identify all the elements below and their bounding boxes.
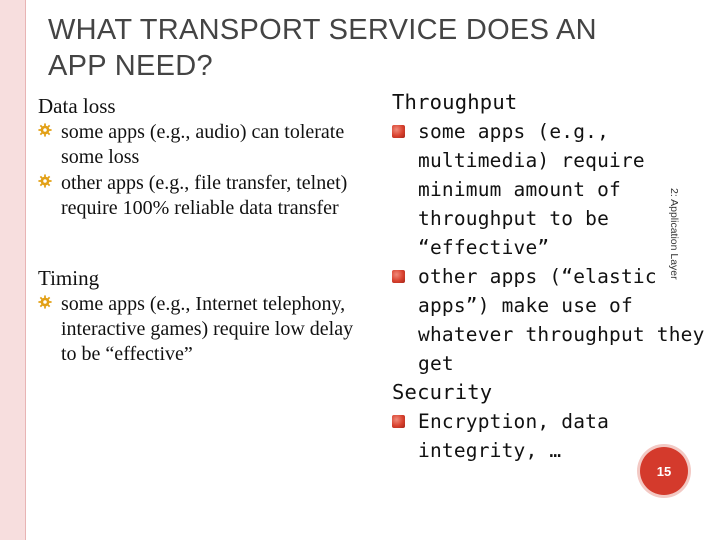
timing-heading: Timing — [38, 266, 100, 290]
square-bullet-icon — [392, 270, 405, 283]
data-loss-heading: Data loss — [38, 94, 116, 118]
timing-item-1: some apps (e.g., Internet telephony, interactive games) require low delay to be “effective” — [61, 293, 354, 365]
left-border-strip — [0, 0, 25, 540]
title-line-1: WHAT TRANSPORT SERVICE DOES AN — [48, 14, 597, 46]
gear-icon — [38, 123, 52, 137]
left-column — [38, 92, 358, 368]
square-bullet-icon — [392, 415, 405, 428]
page-number-badge: 15 — [640, 447, 688, 495]
data-loss-item-2: other apps (e.g., file transfer, telnet) require 100% reliable data transfer — [61, 172, 348, 219]
data-loss-section — [38, 92, 358, 221]
throughput-item-2: other apps (“elastic apps”) make use of whatever throughput they get — [418, 265, 705, 375]
data-loss-item-1: some apps (e.g., audio) can tolerate some loss — [61, 121, 345, 168]
data-loss-list — [38, 120, 358, 221]
gear-icon — [38, 295, 52, 309]
gear-icon — [38, 174, 52, 188]
title-line-2: APP NEED? — [48, 50, 213, 82]
slide-title — [48, 12, 688, 84]
square-bullet-icon — [392, 125, 405, 138]
throughput-item-1: some apps (e.g., multimedia) require minimum amount of throughput to be “effective” — [418, 120, 645, 259]
throughput-heading: Throughput — [392, 90, 518, 114]
list-item — [38, 120, 358, 170]
timing-list — [38, 292, 358, 367]
left-border-line — [25, 0, 26, 540]
list-item — [38, 292, 358, 367]
timing-section — [38, 264, 358, 367]
list-item — [38, 171, 358, 221]
security-item-1: Encryption, data integrity, … — [418, 410, 610, 462]
security-heading: Security — [392, 380, 493, 404]
chapter-side-label: 2: Application Layer — [668, 188, 680, 280]
